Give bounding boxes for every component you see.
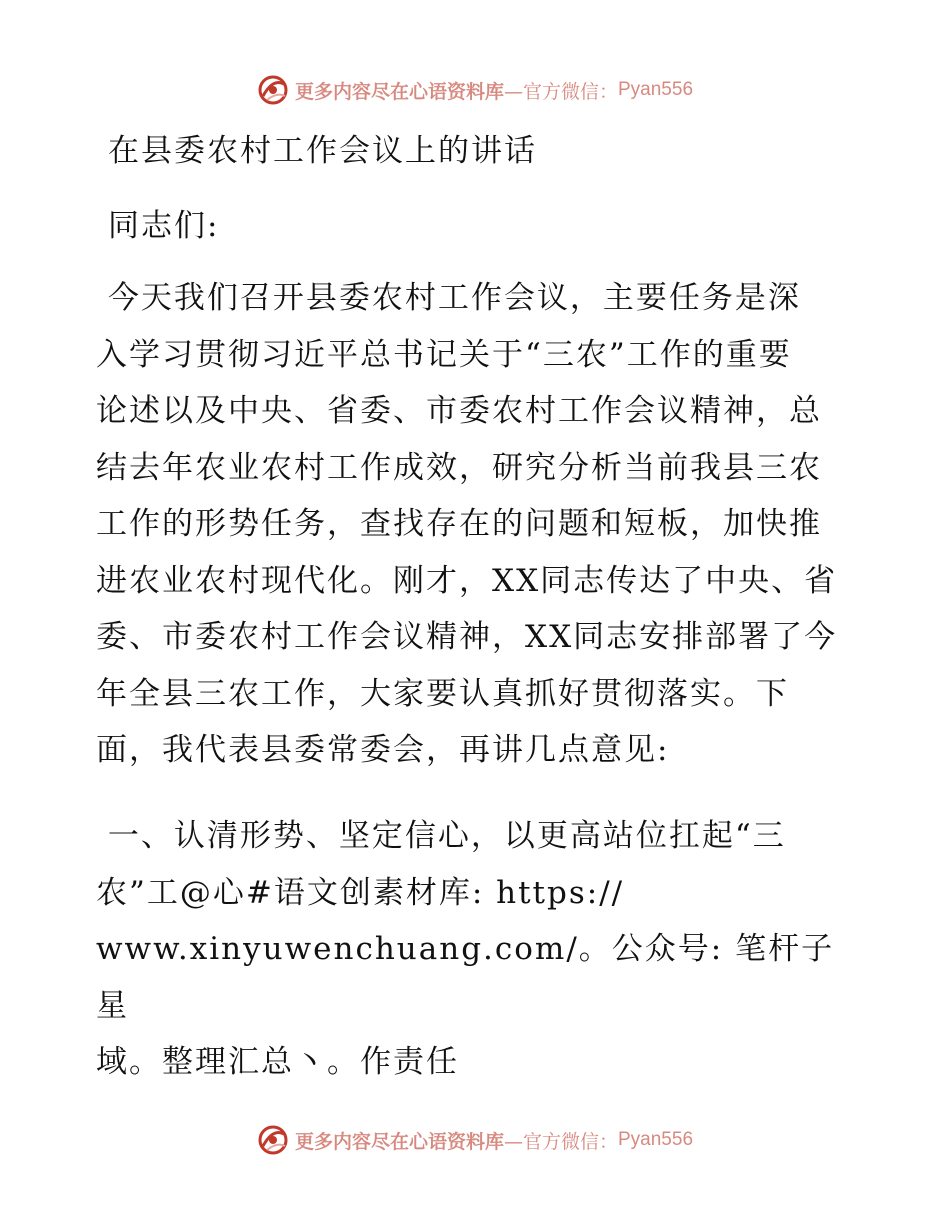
banner-mid-text: —官方微信： bbox=[503, 80, 618, 103]
banner-mid-text: —官方微信： bbox=[503, 1130, 618, 1153]
header-watermark bbox=[0, 72, 950, 108]
body-paragraph-2: 一、认清形势、坚定信心，以更高站位扛起“三 农”工@心#语文创素材库: https:// www.xinyuwenchuang.com/。公众号: 笔杆子星 域。整理汇总丶。作责任 bbox=[96, 818, 835, 1080]
banner-main-text: 更多内容尽在心语资料库 bbox=[294, 80, 504, 103]
banner-wechat-id: Pyan556 bbox=[618, 79, 694, 100]
red-swirl-logo-icon bbox=[257, 74, 289, 106]
banner-wechat-id: Pyan556 bbox=[618, 1129, 694, 1150]
greeting: 同志们: bbox=[108, 208, 220, 244]
footer-watermark bbox=[0, 1122, 950, 1158]
body-paragraph-1: 今天我们召开县委农村工作会议，主要任务是深 入学习贯彻习近平总书记关于“三农”工作的重要 论述以及中央、省委、市委农村工作会议精神，总 结去年农业农村工作成效，研究分析当前我县三农 工作的形势任务，查找存在的问题和短板，加快推 进农业农村现代化。刚才，XX同志传达了中央、省 委、市委农村工作会议精神，XX同志安排部署了今 年全县三农工作，大家要认真抓好贯彻落实。下 面，我代表县委常委会，再讲几点意见: bbox=[96, 280, 838, 768]
red-swirl-logo-icon bbox=[257, 1124, 289, 1156]
document-title: 在县委农村工作会议上的讲话 bbox=[108, 133, 537, 169]
banner-main-text: 更多内容尽在心语资料库 bbox=[294, 1130, 504, 1153]
